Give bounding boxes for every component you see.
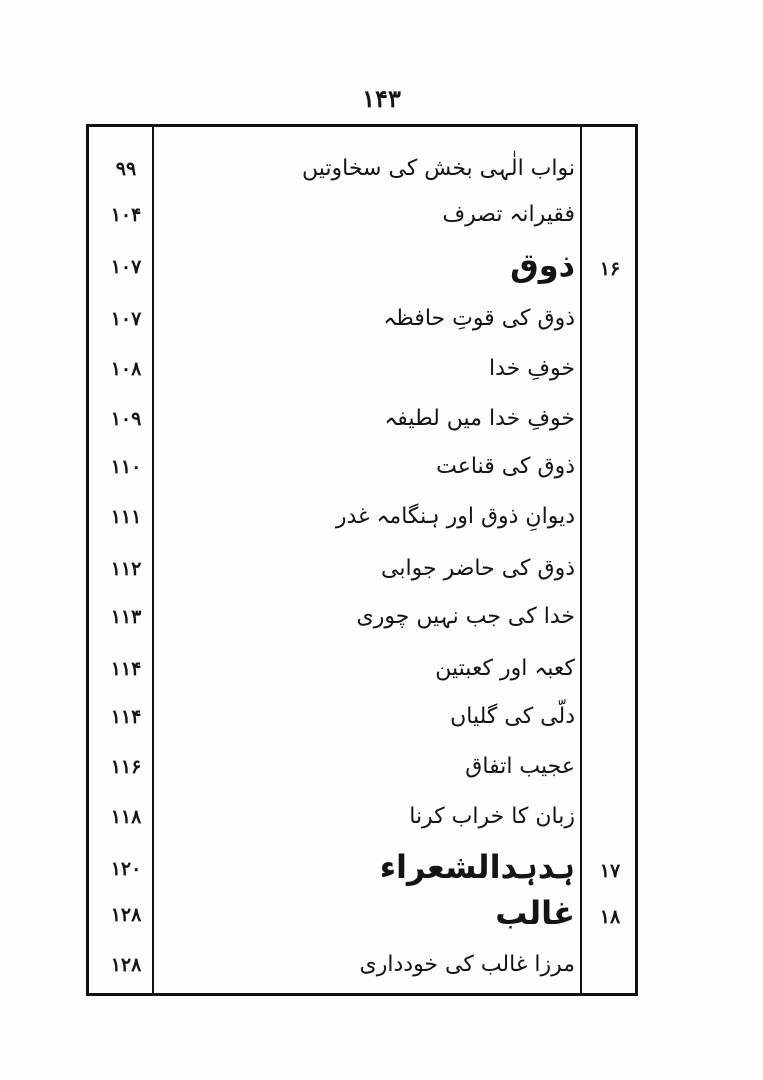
toc-title: ذوق کی قناعت [436, 454, 575, 479]
toc-row [0, 942, 763, 994]
toc-page: ۱۲۰ [110, 858, 142, 880]
toc-page: ۱۰۹ [110, 408, 142, 430]
toc-heading-title: ذوق [510, 246, 575, 284]
toc-title: زبان کا خراب کرنا [409, 804, 575, 829]
toc-page: ۱۱۴ [110, 706, 142, 728]
toc-title: ذوق کی قوتِ حافظہ [383, 306, 575, 331]
toc-page: ۱۰۷ [110, 256, 142, 278]
toc-title: ذوق کی حاضر جوابی [381, 556, 575, 581]
toc-row [0, 346, 763, 398]
toc-page: ۱۱۱ [110, 506, 142, 528]
page-number: ۱۴۳ [362, 84, 401, 113]
toc-title: خوفِ خدا میں لطیفہ [384, 406, 575, 431]
toc-row [0, 296, 763, 348]
toc-row [0, 396, 763, 448]
toc-page: ۱۲۸ [110, 954, 142, 976]
toc-row [0, 646, 763, 698]
toc-row [0, 192, 763, 244]
toc-page: ۱۱۴ [110, 658, 142, 680]
toc-row-heading [0, 892, 763, 944]
toc-row [0, 744, 763, 796]
toc-title: خوفِ خدا [488, 356, 575, 381]
toc-row-heading [0, 846, 763, 898]
toc-row [0, 694, 763, 746]
toc-row [0, 494, 763, 546]
toc-page: ۱۰۷ [110, 308, 142, 330]
toc-title: دلّی کی گلیاں [450, 704, 575, 729]
toc-row [0, 594, 763, 646]
toc-page: ۹۹ [115, 158, 137, 180]
toc-row [0, 794, 763, 846]
toc-row [0, 444, 763, 496]
toc-page: ۱۱۶ [110, 756, 142, 778]
toc-title: خدا کی جب نہیں چوری [356, 604, 575, 629]
toc-title: کعبہ اور کعبتین [435, 656, 575, 681]
toc-number: ۱۶ [599, 258, 621, 280]
toc-page: ۱۱۳ [110, 606, 142, 628]
toc-title: مرزا غالب کی خودداری [359, 952, 575, 977]
toc-title: نواب الٰہی بخش کی سخاوتیں [302, 156, 575, 181]
toc-page: ۱۲۸ [110, 904, 142, 926]
toc-title: عجیب اتفاق [465, 754, 575, 779]
toc-number: ۱۷ [599, 860, 621, 882]
toc-page: ۱۱۰ [110, 456, 142, 478]
toc-heading-title: ہدہدالشعراء [379, 848, 575, 886]
toc-number: ۱۸ [599, 906, 621, 928]
toc-title: دیوانِ ذوق اور ہنگامہ غدر [335, 504, 575, 529]
toc-row-heading [0, 244, 763, 296]
toc-page: ۱۰۸ [110, 358, 142, 380]
toc-title: فقیرانہ تصرف [442, 202, 575, 227]
toc-row [0, 146, 763, 198]
toc-page: ۱۱۸ [110, 806, 142, 828]
toc-row [0, 546, 763, 598]
toc-page: ۱۱۲ [110, 558, 142, 580]
toc-page: ۱۰۴ [110, 204, 142, 226]
toc-heading-title: غالب [495, 894, 575, 932]
